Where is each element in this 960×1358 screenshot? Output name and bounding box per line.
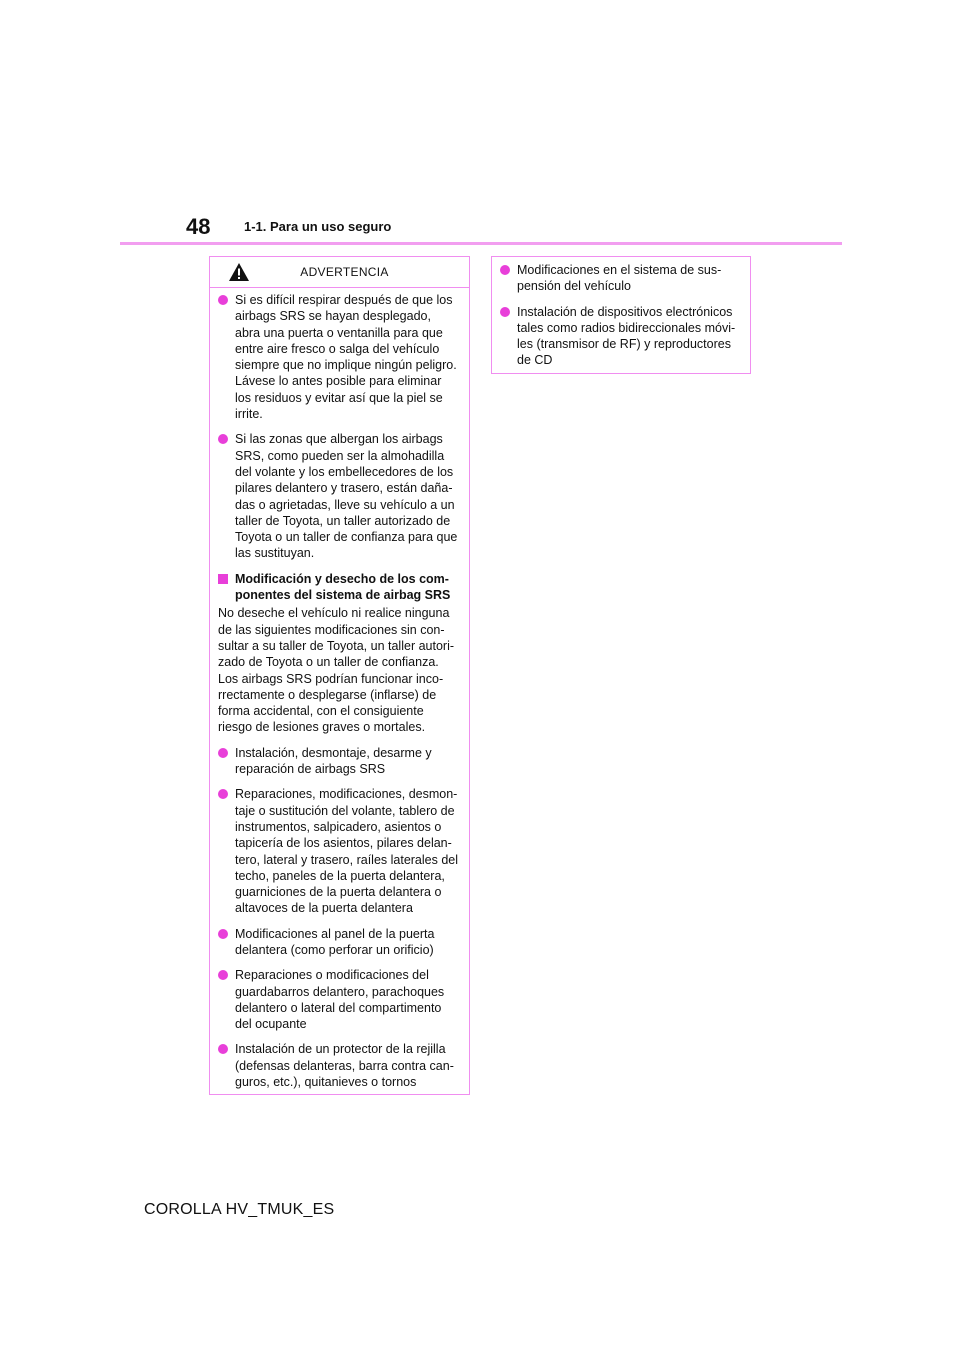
text-line: No deseche el vehículo ni realice ninguna: [218, 606, 450, 621]
text-line: siempre que no implique ningún peligro.: [235, 358, 457, 373]
text-line: tales como radios bidireccionales móvi-: [517, 320, 736, 335]
bullet-item: [218, 967, 461, 1032]
text-line: rrectamente o desplegarse (inflarse) de: [218, 687, 437, 702]
text-line: las sustituyan.: [235, 546, 315, 561]
text-line: reparación de airbags SRS: [235, 762, 386, 777]
bullet-dot-icon: [218, 434, 228, 444]
bullet-item: [218, 745, 461, 778]
text-line: de CD: [517, 353, 553, 368]
bullet-dot-icon: [218, 295, 228, 305]
text-line: Modificación y desecho de los com-: [235, 571, 449, 586]
text-line: guarniciones de la puerta delantera o: [235, 885, 442, 900]
subsection-heading: [218, 571, 461, 604]
text-line: Reparaciones o modificaciones del: [235, 968, 429, 983]
text-line: Los airbags SRS podrían funcionar inco-: [218, 671, 444, 686]
text-line: Instalación, desmontaje, desarme y: [235, 745, 432, 760]
text-line: (defensas delanteras, barra contra can-: [235, 1058, 454, 1073]
bullet-item: [500, 304, 742, 369]
text-line: Reparaciones, modificaciones, desmon-: [235, 787, 458, 802]
continued-warning-box: [491, 256, 751, 374]
text-line: sultar a su taller de Toyota, un taller autori-: [218, 638, 455, 653]
warning-box: [209, 256, 470, 1095]
paragraph: [218, 605, 461, 735]
text-line: ponentes del sistema de airbag SRS: [235, 588, 451, 603]
text-line: tero, lateral y trasero, raíles laterales del: [235, 852, 459, 867]
text-line: Lávese lo antes posible para eliminar: [235, 374, 442, 389]
text-line: guardabarros delantero, parachoques: [235, 984, 445, 999]
text-line: techo, paneles de la puerta delantera,: [235, 868, 445, 883]
bullet-dot-icon: [500, 307, 510, 317]
bullet-item: [218, 1041, 461, 1090]
bullet-item: [500, 262, 742, 295]
section-title: 1-1. Para un uso seguro: [244, 219, 392, 234]
bullet-item: [218, 786, 461, 916]
warning-content: [210, 288, 469, 1090]
text-line: das o agrietadas, lleve su vehículo a un: [235, 497, 455, 512]
bullet-dot-icon: [218, 929, 228, 939]
text-line: zado de Toyota o un taller de confianza.: [218, 655, 439, 670]
bullet-item: [218, 292, 461, 422]
text-line: delantero o lateral del compartimento: [235, 1000, 442, 1015]
text-line: entre aire fresco o salga del vehículo: [235, 341, 440, 356]
bullet-dot-icon: [218, 1044, 228, 1054]
footer-model-code: COROLLA HV_TMUK_ES: [144, 1201, 335, 1218]
text-line: Toyota o un taller de confianza para que: [235, 530, 458, 545]
square-bullet-icon: [218, 574, 228, 584]
text-line: les (transmisor de RF) y reproductores: [517, 337, 731, 352]
page-number: 48: [186, 214, 211, 239]
bullet-dot-icon: [218, 789, 228, 799]
text-line: altavoces de la puerta delantera: [235, 901, 413, 916]
text-line: Modificaciones al panel de la puerta: [235, 926, 435, 941]
bullet-dot-icon: [500, 265, 510, 275]
text-line: irrite.: [235, 407, 263, 422]
text-line: Modificaciones en el sistema de sus-: [517, 263, 722, 277]
continued-warning-content: [492, 257, 750, 369]
text-line: guros, etc.), quitanieves o tornos: [235, 1075, 417, 1090]
text-line: abra una puerta o ventanilla para que: [235, 325, 443, 340]
text-line: SRS, como pueden ser la almohadilla: [235, 448, 445, 463]
text-line: los residuos y evitar así que la piel se: [235, 390, 443, 405]
text-line: taller de Toyota, un taller autorizado de: [235, 513, 451, 528]
text-line: forma accidental, con el consiguiente: [218, 704, 424, 719]
header-divider: [120, 242, 842, 245]
text-line: de las siguientes modificaciones sin con-: [218, 622, 445, 637]
warning-header: [210, 257, 469, 288]
warning-triangle-icon: [228, 262, 250, 282]
text-line: del volante y los embellecedores de los: [235, 464, 454, 479]
text-line: Si es difícil respirar después de que los: [235, 293, 453, 307]
text-line: Instalación de un protector de la rejilla: [235, 1042, 446, 1057]
text-line: pilares delantero y trasero, están daña-: [235, 481, 453, 496]
bullet-dot-icon: [218, 748, 228, 758]
text-line: instrumentos, salpicadero, asientos o: [235, 819, 442, 834]
text-line: del ocupante: [235, 1017, 307, 1032]
text-line: airbags SRS se hayan desplegado,: [235, 309, 431, 324]
bullet-item: [218, 431, 461, 561]
bullet-dot-icon: [218, 970, 228, 980]
text-line: tapicería de los asientos, pilares delan-: [235, 836, 452, 851]
bullet-item: [218, 926, 461, 959]
text-line: delantera (como perforar un orificio): [235, 942, 434, 957]
text-line: Si las zonas que albergan los airbags: [235, 432, 443, 447]
text-line: taje o sustitución del volante, tablero de: [235, 803, 455, 818]
text-line: pensión del vehículo: [517, 279, 631, 294]
text-line: Instalación de dispositivos electrónicos: [517, 304, 733, 319]
text-line: riesgo de lesiones graves o mortales.: [218, 720, 426, 735]
warning-title: ADVERTENCIA: [300, 265, 389, 279]
